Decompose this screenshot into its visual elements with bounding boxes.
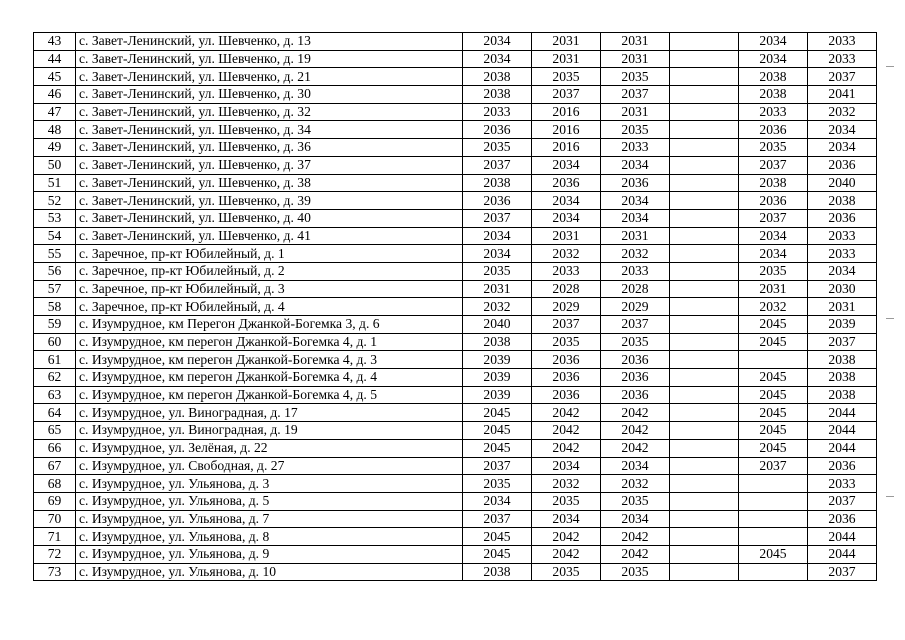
year-cell-3: 2034 [601,209,670,227]
year-cell-5: 2034 [739,227,808,245]
year-cell-3: 2036 [601,174,670,192]
year-cell-6: 2036 [808,156,877,174]
year-cell-1: 2036 [463,192,532,210]
year-cell-3: 2037 [601,316,670,334]
address-cell: с. Завет-Ленинский, ул. Шевченко, д. 30 [76,86,463,104]
address-cell: с. Завет-Ленинский, ул. Шевченко, д. 39 [76,192,463,210]
year-cell-1: 2031 [463,280,532,298]
year-cell-6: 2036 [808,510,877,528]
year-cell-1: 2037 [463,457,532,475]
year-cell-3: 2029 [601,298,670,316]
year-cell-1: 2037 [463,209,532,227]
year-cell-4 [670,386,739,404]
address-cell: с. Заречное, пр-кт Юбилейный, д. 1 [76,245,463,263]
year-cell-2: 2016 [532,139,601,157]
year-cell-1: 2034 [463,245,532,263]
address-cell: с. Изумрудное, ул. Виноградная, д. 19 [76,422,463,440]
year-cell-5: 2045 [739,386,808,404]
year-cell-6: 2036 [808,209,877,227]
year-cell-1: 2034 [463,50,532,68]
year-cell-4 [670,563,739,581]
year-cell-3: 2042 [601,545,670,563]
year-cell-6: 2041 [808,86,877,104]
row-number-cell: 71 [34,528,76,546]
address-cell: с. Изумрудное, км перегон Джанкой-Богемка 4, д. 4 [76,369,463,387]
year-cell-6: 2036 [808,457,877,475]
row-number-cell: 45 [34,68,76,86]
year-cell-1: 2032 [463,298,532,316]
address-cell: с. Изумрудное, км перегон Джанкой-Богемка 4, д. 3 [76,351,463,369]
year-cell-1: 2045 [463,545,532,563]
year-cell-6: 2044 [808,439,877,457]
margin-mark [886,496,894,497]
year-cell-1: 2036 [463,121,532,139]
row-number-cell: 49 [34,139,76,157]
year-cell-3: 2034 [601,510,670,528]
address-cell: с. Изумрудное, ул. Зелёная, д. 22 [76,439,463,457]
year-cell-6: 2039 [808,316,877,334]
row-number-cell: 61 [34,351,76,369]
year-cell-2: 2042 [532,422,601,440]
year-cell-1: 2035 [463,262,532,280]
table-row [34,156,877,174]
address-cell: с. Изумрудное, км перегон Джанкой-Богемка 4, д. 1 [76,333,463,351]
year-cell-6: 2034 [808,121,877,139]
year-cell-5: 2034 [739,245,808,263]
year-cell-5: 2037 [739,156,808,174]
year-cell-2: 2034 [532,457,601,475]
table-row [34,316,877,334]
year-cell-4 [670,510,739,528]
year-cell-3: 2035 [601,121,670,139]
year-cell-2: 2037 [532,316,601,334]
year-cell-4 [670,422,739,440]
address-cell: с. Изумрудное, ул. Ульянова, д. 7 [76,510,463,528]
address-cell: с. Изумрудное, ул. Ульянова, д. 3 [76,475,463,493]
year-cell-3: 2034 [601,156,670,174]
table-row [34,174,877,192]
row-number-cell: 56 [34,262,76,280]
address-cell: с. Изумрудное, ул. Ульянова, д. 10 [76,563,463,581]
table-body [34,33,877,581]
year-cell-5: 2035 [739,262,808,280]
year-cell-5: 2038 [739,68,808,86]
year-cell-6: 2033 [808,33,877,51]
year-cell-6: 2033 [808,50,877,68]
year-cell-6: 2044 [808,404,877,422]
year-cell-3: 2035 [601,68,670,86]
year-cell-4 [670,528,739,546]
year-cell-2: 2031 [532,33,601,51]
address-cell: с. Завет-Ленинский, ул. Шевченко, д. 13 [76,33,463,51]
table-row [34,262,877,280]
year-cell-5: 2031 [739,280,808,298]
address-cell: с. Изумрудное, ул. Ульянова, д. 8 [76,528,463,546]
year-cell-6: 2030 [808,280,877,298]
year-cell-6: 2037 [808,492,877,510]
year-cell-3: 2031 [601,103,670,121]
year-cell-6: 2034 [808,262,877,280]
year-cell-2: 2036 [532,351,601,369]
year-cell-6: 2044 [808,528,877,546]
address-cell: с. Изумрудное, км Перегон Джанкой-Богемка 3, д. 6 [76,316,463,334]
year-cell-5: 2035 [739,139,808,157]
table-row [34,422,877,440]
year-cell-3: 2037 [601,86,670,104]
margin-mark [886,318,894,319]
table-row [34,280,877,298]
margin-mark [886,66,894,67]
table-row [34,33,877,51]
row-number-cell: 53 [34,209,76,227]
year-cell-3: 2042 [601,528,670,546]
year-cell-3: 2031 [601,50,670,68]
year-cell-6: 2044 [808,422,877,440]
address-cell: с. Завет-Ленинский, ул. Шевченко, д. 37 [76,156,463,174]
year-cell-6: 2038 [808,369,877,387]
year-cell-3: 2032 [601,245,670,263]
address-cell: с. Изумрудное, ул. Виноградная, д. 17 [76,404,463,422]
table-row [34,528,877,546]
year-cell-3: 2028 [601,280,670,298]
year-cell-6: 2038 [808,351,877,369]
year-cell-2: 2028 [532,280,601,298]
year-cell-4 [670,50,739,68]
year-cell-1: 2039 [463,369,532,387]
year-cell-6: 2037 [808,68,877,86]
year-cell-2: 2034 [532,156,601,174]
year-cell-4 [670,298,739,316]
year-cell-5: 2034 [739,33,808,51]
row-number-cell: 52 [34,192,76,210]
year-cell-5: 2045 [739,369,808,387]
table-row [34,68,877,86]
year-cell-5 [739,528,808,546]
year-cell-4 [670,457,739,475]
year-cell-3: 2031 [601,227,670,245]
table-row [34,351,877,369]
address-cell: с. Завет-Ленинский, ул. Шевченко, д. 41 [76,227,463,245]
year-cell-5: 2045 [739,333,808,351]
year-cell-4 [670,103,739,121]
table-row [34,457,877,475]
year-cell-6: 2032 [808,103,877,121]
year-cell-4 [670,86,739,104]
year-cell-4 [670,139,739,157]
year-cell-5: 2038 [739,174,808,192]
year-cell-2: 2031 [532,50,601,68]
year-cell-3: 2031 [601,33,670,51]
year-cell-4 [670,545,739,563]
row-number-cell: 62 [34,369,76,387]
year-cell-3: 2036 [601,351,670,369]
year-cell-1: 2040 [463,316,532,334]
year-cell-2: 2034 [532,209,601,227]
address-cell: с. Завет-Ленинский, ул. Шевченко, д. 21 [76,68,463,86]
year-cell-4 [670,262,739,280]
row-number-cell: 50 [34,156,76,174]
table-row [34,545,877,563]
year-cell-6: 2033 [808,475,877,493]
table-row [34,121,877,139]
year-cell-2: 2042 [532,439,601,457]
row-number-cell: 51 [34,174,76,192]
year-cell-1: 2038 [463,86,532,104]
year-cell-4 [670,227,739,245]
year-cell-5 [739,351,808,369]
year-cell-6: 2044 [808,545,877,563]
table-row [34,86,877,104]
address-cell: с. Завет-Ленинский, ул. Шевченко, д. 19 [76,50,463,68]
row-number-cell: 64 [34,404,76,422]
year-cell-2: 2031 [532,227,601,245]
table-row [34,298,877,316]
year-cell-2: 2033 [532,262,601,280]
row-number-cell: 67 [34,457,76,475]
year-cell-1: 2045 [463,439,532,457]
row-number-cell: 63 [34,386,76,404]
address-cell: с. Заречное, пр-кт Юбилейный, д. 3 [76,280,463,298]
year-cell-4 [670,475,739,493]
table-row [34,50,877,68]
year-cell-6: 2040 [808,174,877,192]
year-cell-3: 2035 [601,333,670,351]
year-cell-6: 2038 [808,192,877,210]
year-cell-4 [670,33,739,51]
address-cell: с. Завет-Ленинский, ул. Шевченко, д. 40 [76,209,463,227]
table-row [34,333,877,351]
year-cell-2: 2035 [532,333,601,351]
row-number-cell: 69 [34,492,76,510]
year-cell-6: 2031 [808,298,877,316]
row-number-cell: 57 [34,280,76,298]
year-cell-4 [670,351,739,369]
year-cell-4 [670,316,739,334]
year-cell-5: 2045 [739,404,808,422]
year-cell-1: 2033 [463,103,532,121]
year-cell-3: 2032 [601,475,670,493]
address-cell: с. Завет-Ленинский, ул. Шевченко, д. 38 [76,174,463,192]
row-number-cell: 59 [34,316,76,334]
year-cell-1: 2034 [463,33,532,51]
address-cell: с. Изумрудное, ул. Свободная, д. 27 [76,457,463,475]
year-cell-1: 2038 [463,68,532,86]
year-cell-1: 2037 [463,510,532,528]
year-cell-1: 2045 [463,528,532,546]
year-cell-3: 2042 [601,404,670,422]
row-number-cell: 44 [34,50,76,68]
table-row [34,492,877,510]
year-cell-6: 2037 [808,563,877,581]
row-number-cell: 66 [34,439,76,457]
year-cell-1: 2035 [463,139,532,157]
year-cell-1: 2045 [463,422,532,440]
year-cell-1: 2038 [463,333,532,351]
table-row [34,563,877,581]
address-cell: с. Завет-Ленинский, ул. Шевченко, д. 34 [76,121,463,139]
year-cell-2: 2034 [532,192,601,210]
year-cell-5: 2032 [739,298,808,316]
year-cell-3: 2042 [601,422,670,440]
year-cell-1: 2034 [463,492,532,510]
year-cell-5: 2036 [739,121,808,139]
table-row [34,192,877,210]
year-cell-3: 2042 [601,439,670,457]
year-cell-2: 2035 [532,492,601,510]
year-cell-1: 2045 [463,404,532,422]
year-cell-3: 2036 [601,386,670,404]
year-cell-4 [670,174,739,192]
address-cell: с. Завет-Ленинский, ул. Шевченко, д. 36 [76,139,463,157]
address-cell: с. Изумрудное, ул. Ульянова, д. 9 [76,545,463,563]
year-cell-5 [739,510,808,528]
table-row [34,209,877,227]
year-cell-5: 2045 [739,316,808,334]
row-number-cell: 55 [34,245,76,263]
year-cell-2: 2035 [532,563,601,581]
year-cell-3: 2033 [601,262,670,280]
year-cell-4 [670,439,739,457]
row-number-cell: 72 [34,545,76,563]
year-cell-3: 2033 [601,139,670,157]
year-cell-5: 2045 [739,439,808,457]
year-cell-5: 2045 [739,422,808,440]
year-cell-5: 2038 [739,86,808,104]
table-row [34,404,877,422]
year-cell-5: 2037 [739,457,808,475]
address-cell: с. Заречное, пр-кт Юбилейный, д. 4 [76,298,463,316]
year-cell-4 [670,280,739,298]
year-cell-2: 2032 [532,475,601,493]
row-number-cell: 54 [34,227,76,245]
table-row [34,139,877,157]
row-number-cell: 46 [34,86,76,104]
year-cell-3: 2035 [601,492,670,510]
year-cell-5: 2034 [739,50,808,68]
table-row [34,245,877,263]
year-cell-4 [670,369,739,387]
year-cell-2: 2034 [532,510,601,528]
year-cell-6: 2033 [808,245,877,263]
year-cell-6: 2038 [808,386,877,404]
table-row [34,103,877,121]
year-cell-1: 2038 [463,174,532,192]
address-cell: с. Завет-Ленинский, ул. Шевченко, д. 32 [76,103,463,121]
year-cell-1: 2034 [463,227,532,245]
year-cell-2: 2036 [532,386,601,404]
year-cell-2: 2042 [532,404,601,422]
year-cell-2: 2016 [532,121,601,139]
year-cell-4 [670,492,739,510]
year-cell-6: 2034 [808,139,877,157]
table-row [34,510,877,528]
year-cell-5: 2045 [739,545,808,563]
year-cell-4 [670,245,739,263]
address-cell: с. Изумрудное, км перегон Джанкой-Богемка 4, д. 5 [76,386,463,404]
year-cell-1: 2035 [463,475,532,493]
row-number-cell: 43 [34,33,76,51]
year-cell-5 [739,563,808,581]
row-number-cell: 60 [34,333,76,351]
year-cell-5: 2036 [739,192,808,210]
row-number-cell: 65 [34,422,76,440]
year-cell-6: 2037 [808,333,877,351]
row-number-cell: 47 [34,103,76,121]
row-number-cell: 48 [34,121,76,139]
year-cell-4 [670,209,739,227]
year-cell-2: 2042 [532,545,601,563]
year-cell-3: 2036 [601,369,670,387]
year-cell-3: 2034 [601,457,670,475]
table-row [34,369,877,387]
year-cell-2: 2029 [532,298,601,316]
year-cell-5: 2037 [739,209,808,227]
housing-repair-schedule-table [33,32,877,581]
year-cell-2: 2036 [532,174,601,192]
year-cell-4 [670,192,739,210]
year-cell-4 [670,68,739,86]
year-cell-2: 2037 [532,86,601,104]
address-cell: с. Изумрудное, ул. Ульянова, д. 5 [76,492,463,510]
table-row [34,227,877,245]
year-cell-5 [739,492,808,510]
row-number-cell: 73 [34,563,76,581]
year-cell-5: 2033 [739,103,808,121]
year-cell-1: 2037 [463,156,532,174]
year-cell-1: 2039 [463,351,532,369]
year-cell-2: 2035 [532,68,601,86]
year-cell-2: 2036 [532,369,601,387]
year-cell-4 [670,404,739,422]
row-number-cell: 70 [34,510,76,528]
table-row [34,475,877,493]
year-cell-4 [670,156,739,174]
year-cell-2: 2016 [532,103,601,121]
year-cell-6: 2033 [808,227,877,245]
year-cell-4 [670,333,739,351]
table-row [34,439,877,457]
year-cell-4 [670,121,739,139]
address-cell: с. Заречное, пр-кт Юбилейный, д. 2 [76,262,463,280]
row-number-cell: 68 [34,475,76,493]
year-cell-2: 2042 [532,528,601,546]
row-number-cell: 58 [34,298,76,316]
year-cell-1: 2038 [463,563,532,581]
year-cell-3: 2035 [601,563,670,581]
table-row [34,386,877,404]
year-cell-2: 2032 [532,245,601,263]
year-cell-3: 2034 [601,192,670,210]
year-cell-5 [739,475,808,493]
year-cell-1: 2039 [463,386,532,404]
